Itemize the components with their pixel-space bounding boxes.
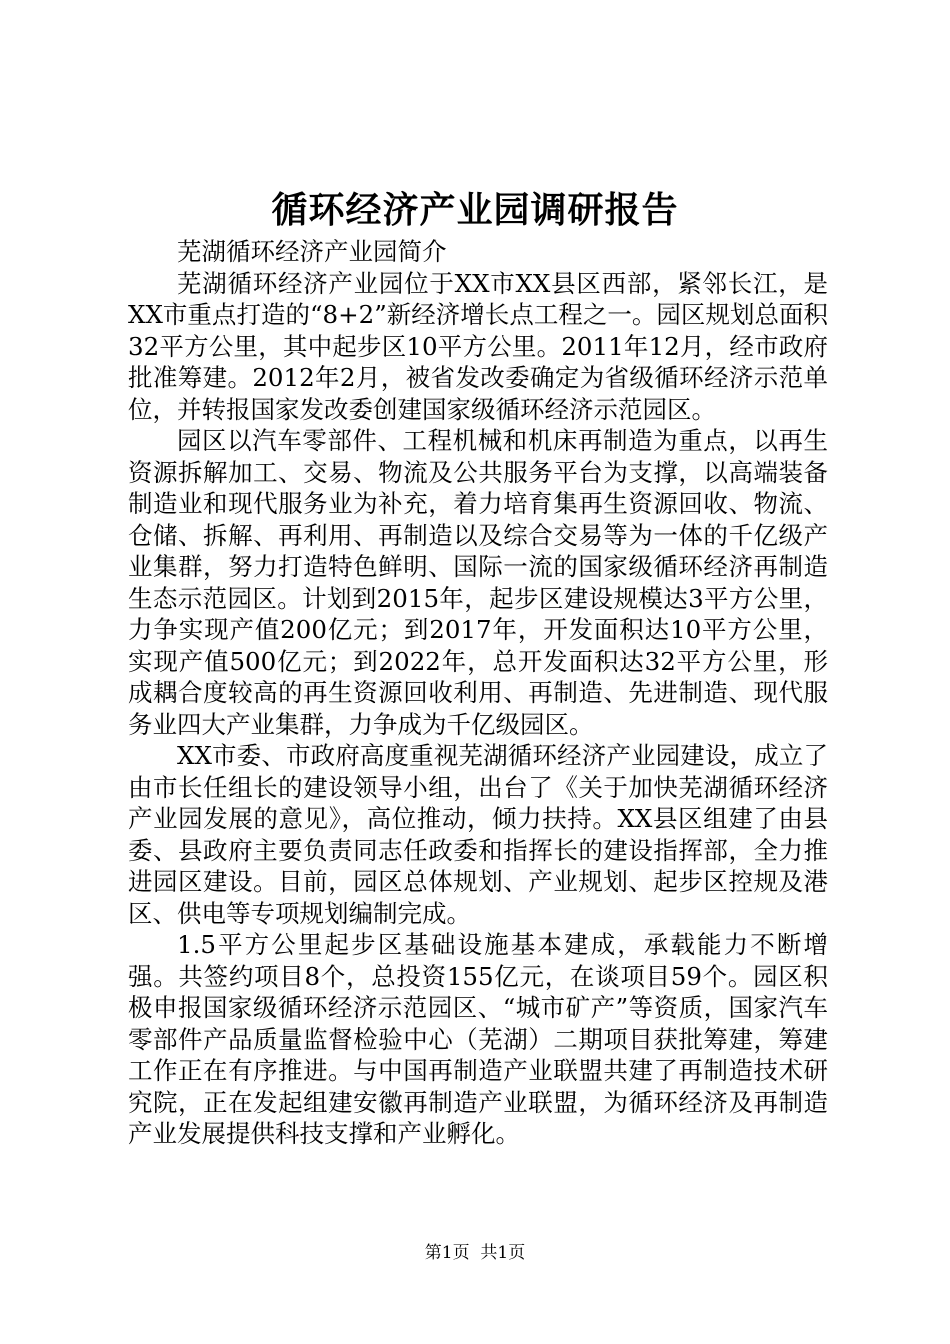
page-number: 第1页 共1页 (424, 1243, 526, 1263)
paragraph-2: 园区以汽车零部件、工程机械和机床再制造为重点，以再生资源拆解加工、交易、物流及公共服务平台为支撑，以高端装备制造业和现代服务业为补充，着力培育集再生资源回收、物流、仓储、拆解、再利用、再制造以及综合交易等为一体的千亿级产业集群，努力打造特色鲜明、国际一流的国家级循环经济再制造生态示范园区。计划到2015年，起步区建设规模达3平方公里，力争实现产值200亿元；到2017年，开发面积达10平方公里，实现产值500亿元；到2022年，总开发面积达32平方公里，形成耦合度较高的再生资源回收利用、再制造、先进制造、现代服务业四大产业集群，力争成为千亿级园区。 (128, 426, 828, 739)
paragraph-1: 芜湖循环经济产业园位于XX市XX县区西部，紧邻长江，是XX市重点打造的“8+2”新经济增长点工程之一。园区规划总面积32平方公里，其中起步区10平方公里。2011年12月，经市政府批准筹建。2012年2月，被省发改委确定为省级循环经济示范单位，并转报国家发改委创建国家级循环经济示范园区。 (128, 268, 828, 424)
page-footer (0, 1242, 950, 1264)
section-heading: 芜湖循环经济产业园简介 (177, 237, 447, 266)
document-body (128, 236, 828, 1150)
paragraph-4: 1.5平方公里起步区基础设施基本建成，承载能力不断增强。共签约项目8个，总投资155亿元，在谈项目59个。园区积极申报国家级循环经济示范园区、“城市矿产”等资质，国家汽车零部件产品质量监督检验中心（芜湖）二期项目获批筹建，筹建工作正在有序推进。与中国再制造产业联盟共建了再制造技术研究院，正在发起组建安徽再制造产业联盟，为循环经济及再制造产业发展提供科技支撑和产业孵化。 (128, 930, 828, 1148)
paragraph-3: XX市委、市政府高度重视芜湖循环经济产业园建设，成立了由市长任组长的建设领导小组，出台了《关于加快芜湖循环经济产业园发展的意见》，高位推动，倾力扶持。XX县区组建了由县委、县政府主要负责同志任政委和指挥长的建设指挥部，全力推进园区建设。目前，园区总体规划、产业规划、起步区控规及港区、供电等专项规划编制完成。 (128, 741, 828, 928)
document-title: 循环经济产业园调研报告 (271, 189, 679, 231)
